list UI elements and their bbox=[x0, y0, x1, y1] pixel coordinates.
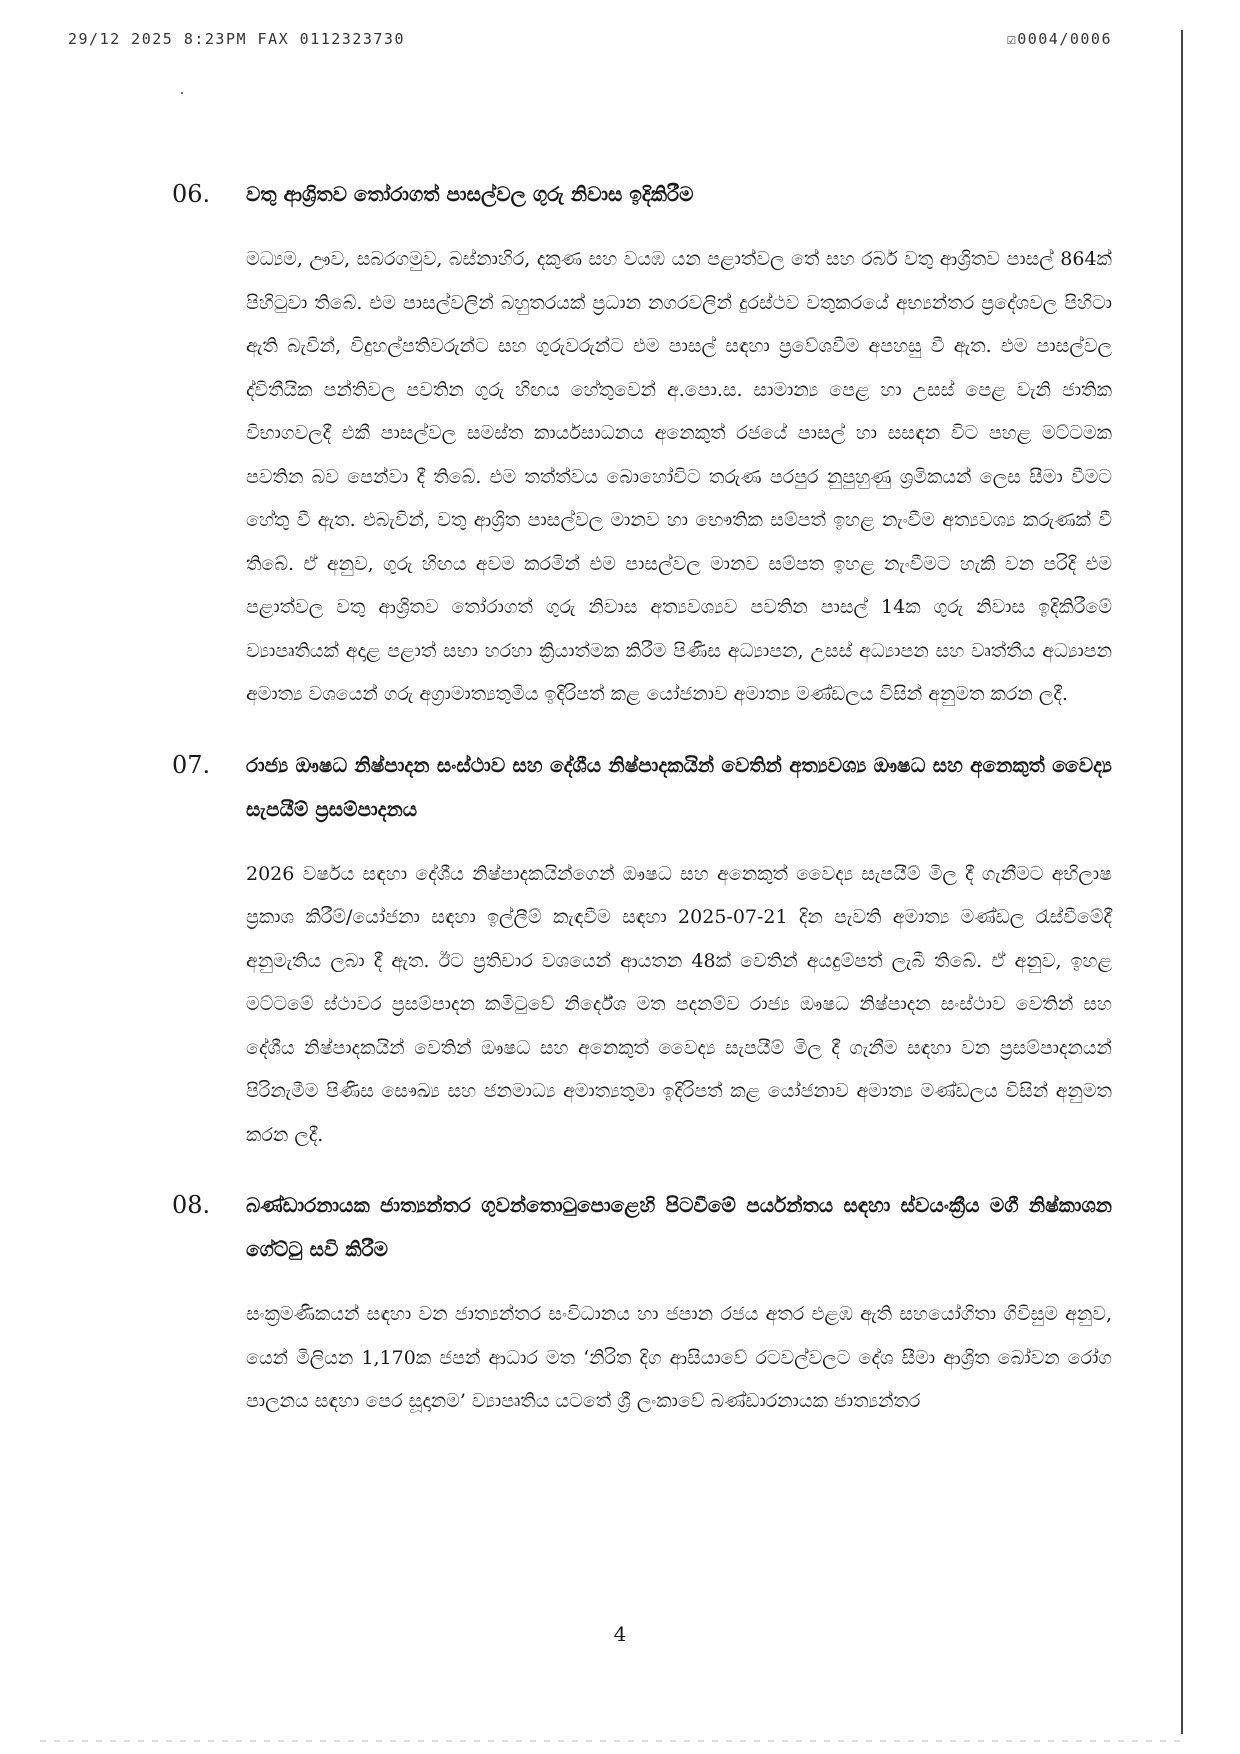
section-heading bbox=[172, 1183, 1112, 1271]
scan-edge-line bbox=[1181, 30, 1183, 1734]
section-paragraph: සංක්‍රමණිකයන් සඳහා වන ජාත්‍යන්තර සංවිධානය හා ජපාන රජය අතර එළඹ ඇති සහයෝගිතා ගිවිසුම අනුව, යෙන් මිලියන 1,170ක ජපන් ආධාර මත ‘නිරිත දිග ආසියාවේ රටවල්වලට දේශ සීමා ආශ්‍රිත බෝවන රෝග පාලනය සඳහා පෙර සූදානම’ ව්‍යාපෘතිය යටතේ ශ්‍රී ලංකාවේ බණ්ඩාරනායක ජාත්‍යන්තර bbox=[246, 1303, 1112, 1412]
fax-header-datetime-number: 29/12 2025 8:23PM FAX 0112323730 bbox=[68, 30, 405, 48]
page-number: 4 bbox=[613, 1622, 627, 1646]
scan-speck bbox=[181, 92, 183, 94]
section-heading bbox=[172, 172, 1112, 216]
section-heading bbox=[172, 743, 1112, 831]
section-number: 07. bbox=[172, 750, 211, 779]
section-08 bbox=[172, 1183, 1112, 1424]
section-number: 06. bbox=[172, 180, 211, 208]
section-title: වතු ආශ්‍රිතව තෝරාගත් පාසල්වල ගුරු නිවාස ඉදිකිරීම bbox=[246, 182, 694, 206]
section-paragraph: මධ්‍යම, ඌව, සබරගමුව, බස්නාහිර, දකුණ සහ වයඹ යන පළාත්වල තේ සහ රබර් වතු ආශ්‍රිතව පාසල් 864ක් පිහිටුවා තිබේ. එම පාසල්වලින් බහුතරයක් ප්‍රධාන නගරවලින් දුරස්ථව වතුකරයේ අභ්‍යන්තර ප්‍රදේශවල පිහිටා ඇති බැවින්, විදුහල්පතිවරුන්ට සහ ගුරුවරුන්ට එම පාසල් සඳහා ප්‍රවේශවීම අපහසු වී ඇත. එම පාසල්වල ද්විතීයික පන්තිවල පවතින ගුරු හිඟය හේතුවෙන් අ.පො.ස. සාමාන්‍ය පෙළ හා උසස් පෙළ වැනි ජාතික විභාගවලදී එකී පාසල්වල සමස්ත කාර්යසාධනය අනෙකුත් රජයේ පාසල් හා සසඳන විට පහළ මට්ටමක පවතින බව පෙන්වා දී තිබේ. එම තත්ත්වය බොහෝවිට තරුණ පරපුර නුපුහුණු ශ්‍රමිකයන් ලෙස සීමා වීමට හේතු වී ඇත. එබැවින්, වතු ආශ්‍රිත පාසල්වල මානව හා භෞතික සම්පත් ඉහළ නැංවීම අත්‍යවශ්‍ය කරුණක් වී තිබේ. ඒ අනුව, ගුරු හිඟය අවම කරමින් එම පාසල්වල මානව සම්පත ඉහළ නැංවීමට හැකි වන පරිදි එම පළාත්වල වතු ආශ්‍රිතව තෝරාගත් ගුරු නිවාස අත්‍යවශ්‍යව පවතින පාසල් 14ක ගුරු නිවාස ඉදිකිරීමේ ව්‍යාපෘතියක් අදාළ පළාත් සභා හරහා ක්‍රියාත්මක කිරීම පිණිස අධ්‍යාපන, උසස් අධ්‍යාපන සහ වෘත්තීය අධ්‍යාපන අමාත්‍ය වශයෙන් ගරු අග්‍රාමාත්‍යතුමිය ඉදිරිපත් කළ යෝජනාව අමාත්‍ය මණ්ඩලය විසින් අනුමත කරන ලදී. bbox=[246, 248, 1112, 705]
document-body bbox=[172, 172, 1112, 1450]
section-paragraph: 2026 වර්ෂය සඳහා දේශීය නිෂ්පාදකයින්ගෙන් ඖෂධ සහ අනෙකුත් වෛද්‍ය සැපයීම් මිල දී ගැනීමට අභිලාෂ ප්‍රකාශ කිරීම්/යෝජනා සඳහා ඉල්ලීම් කැඳවීම සඳහා 2025-07-21 දින පැවති අමාත්‍ය මණ්ඩල රැස්වීමේදී අනුමැතිය ලබා දී ඇත. ඊට ප්‍රතිචාර වශයෙන් ආයතන 48ක් වෙතින් අයදුම්පත් ලැබී තිබේ. ඒ අනුව, ඉහළ මට්ටමේ ස්ථාවර ප්‍රසම්පාදන කමිටුවේ නිර්දේශ මත පදනම්ව රාජ්‍ය ඖෂධ නිෂ්පාදන සංස්ථාව වෙතින් සහ දේශීය නිෂ්පාදකයින් වෙතින් ඖෂධ සහ අනෙකුත් වෛද්‍ය සැපයීම් මිල දී ගැනීම සඳහා වන ප්‍රසම්පාදනයන් පිරිනැමීම පිණිස සෞඛ්‍ය සහ ජනමාධ්‍ය අමාත්‍යතුමා ඉදිරිපත් කළ යෝජනාව අමාත්‍ය මණ්ඩලය විසින් අනුමත කරන ලදී. bbox=[246, 862, 1112, 1146]
scan-bottom-noise bbox=[40, 1740, 1180, 1742]
fax-header bbox=[68, 30, 1172, 54]
section-06 bbox=[172, 172, 1112, 717]
section-title: බණ්ඩාරනායක ජාත්‍යන්තර ගුවන්තොටුපොළෙහි පිටවීමේ පර්යන්තය සඳහා ස්වයංක්‍රීය මගී නිෂ්කාශන ගේට්ටු සවි කිරීම bbox=[246, 1193, 1112, 1261]
section-title: රාජ්‍ය ඖෂධ නිෂ්පාදන සංස්ථාව සහ දේශීය නිෂ්පාදකයින් වෙතින් අත්‍යවශ්‍ය ඖෂධ සහ අනෙකුත් වෛද්‍ය සැපයීම් ප්‍රසම්පාදනය bbox=[246, 752, 1112, 821]
section-07 bbox=[172, 743, 1112, 1158]
section-number: 08. bbox=[172, 1191, 211, 1219]
fax-checkbox-icon: ☑ bbox=[1006, 30, 1018, 48]
fax-page-count-text: 0004/0006 bbox=[1017, 30, 1112, 48]
fax-header-page-count bbox=[1007, 30, 1112, 48]
